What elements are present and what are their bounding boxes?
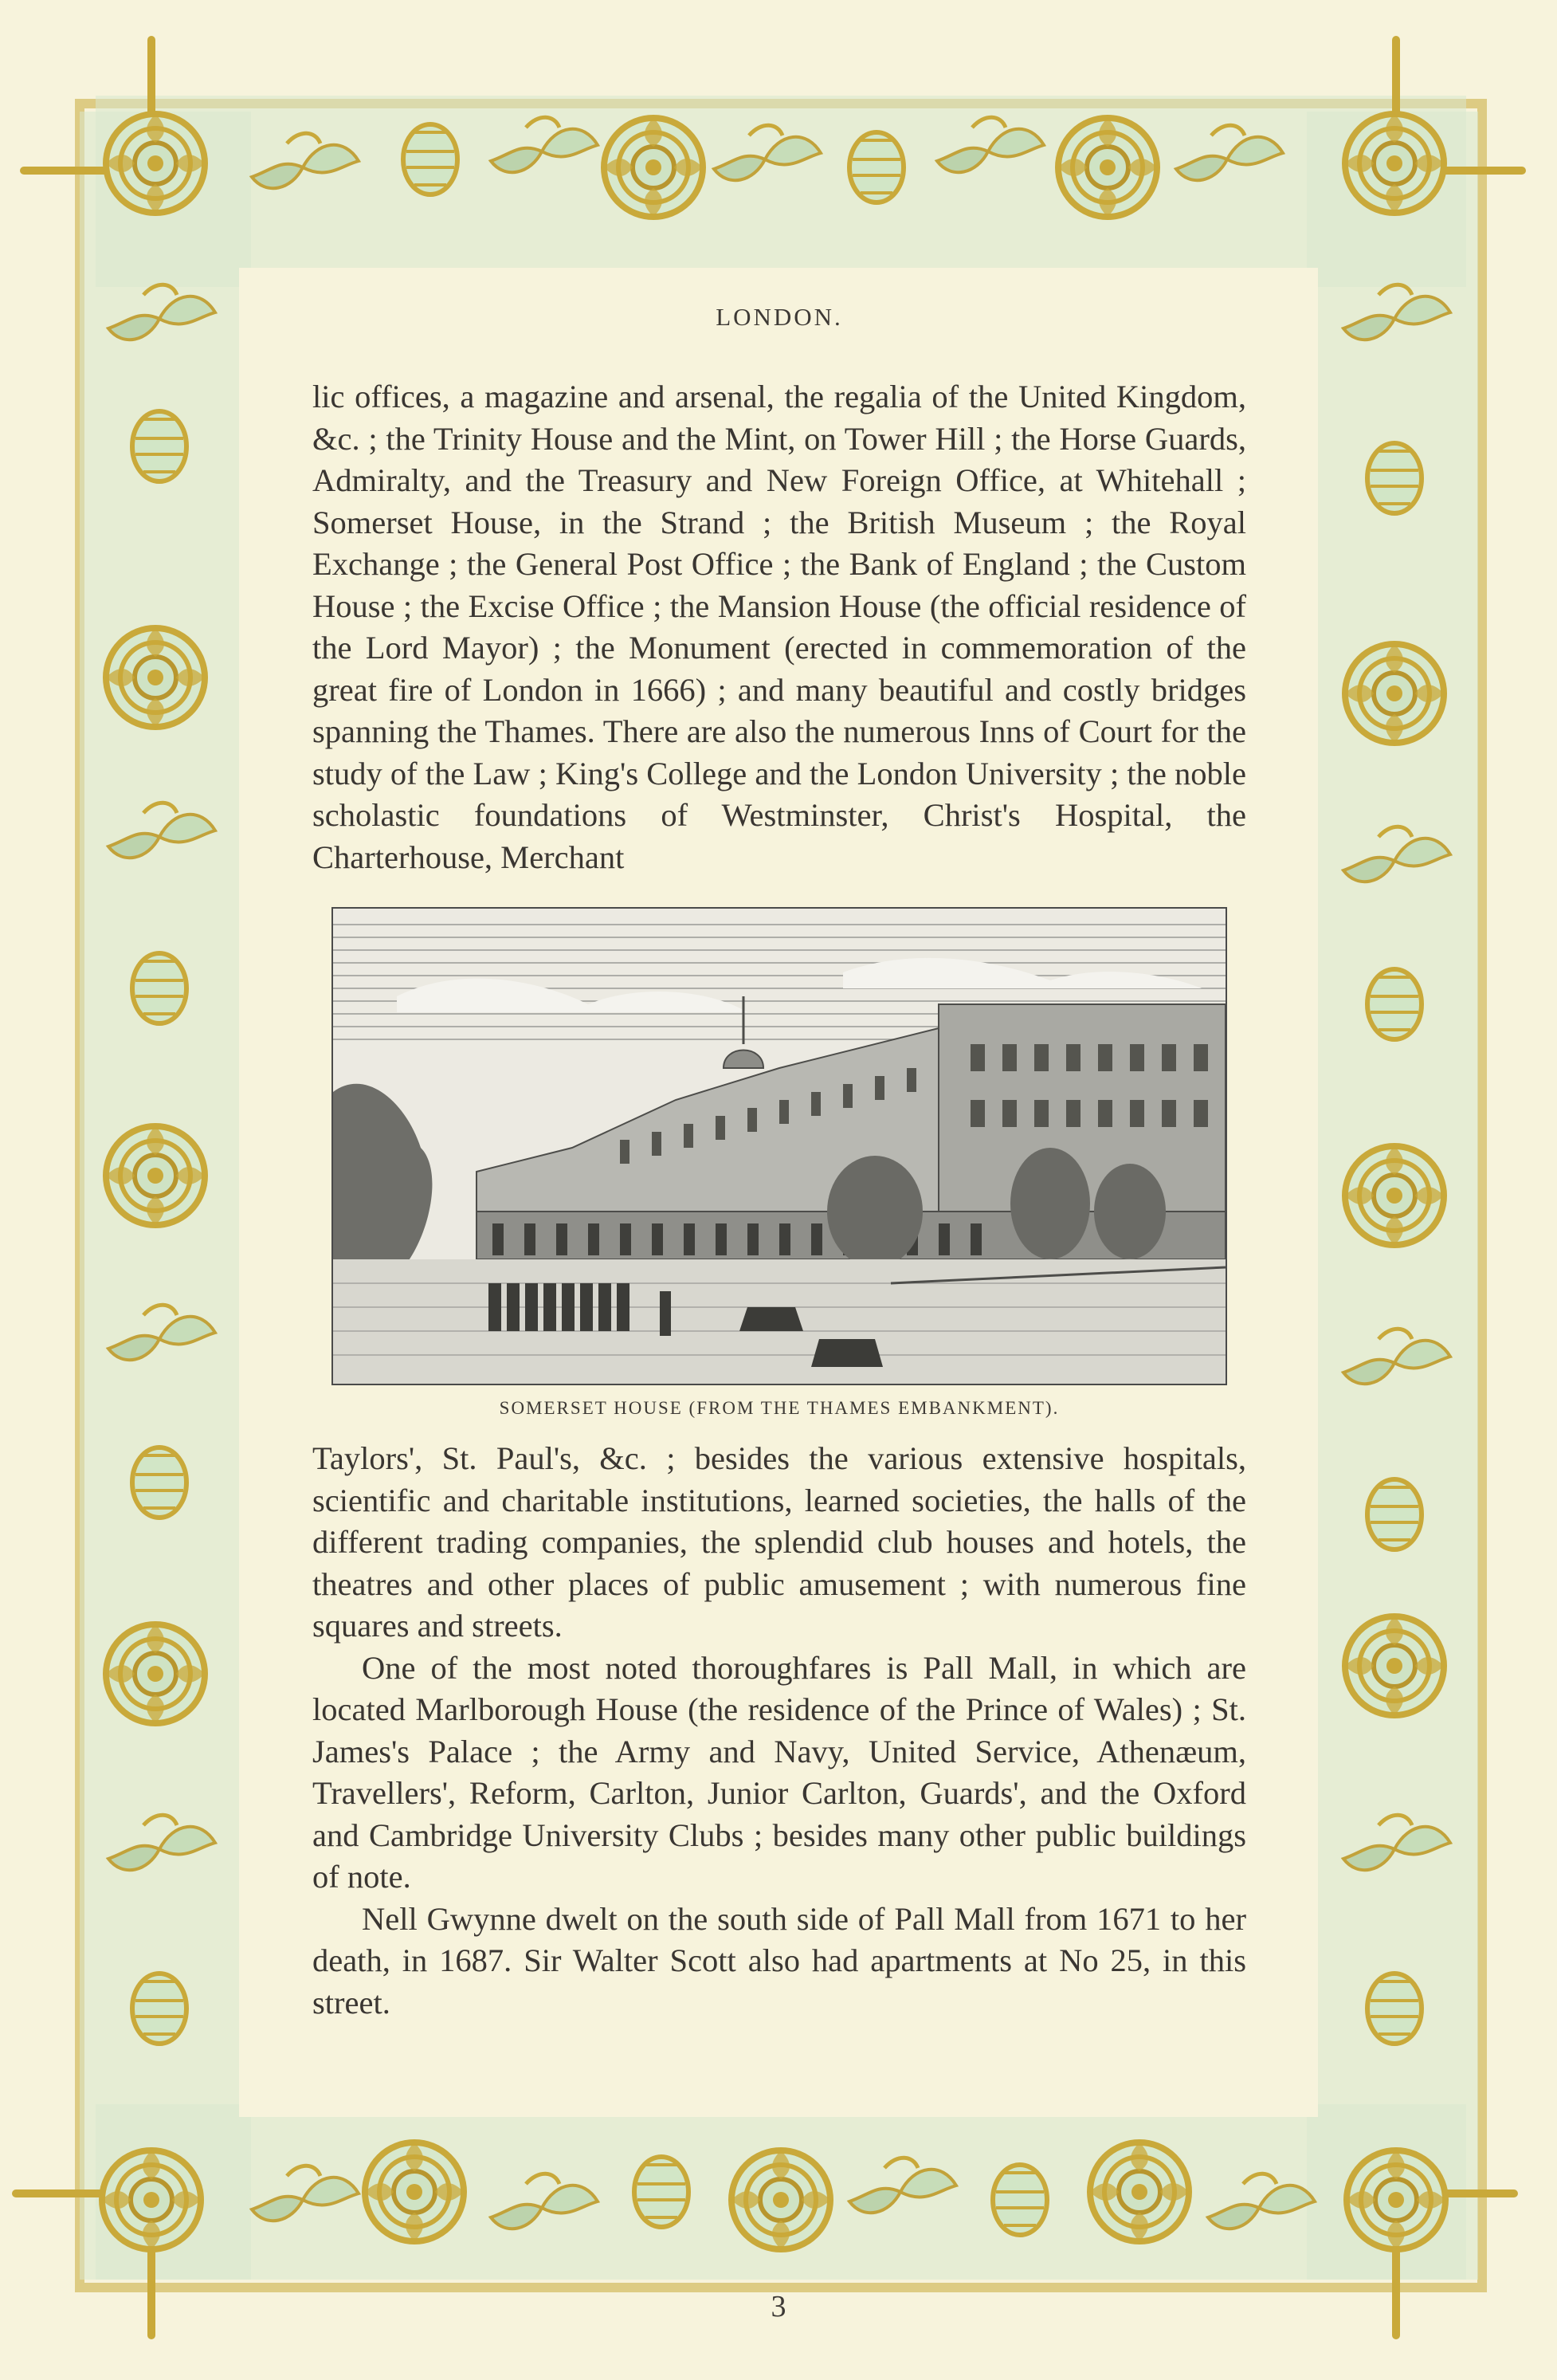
figure-caption: SOMERSET HOUSE (FROM THE THAMES EMBANKMENT). [499, 1398, 1060, 1418]
text-block [312, 303, 1246, 2024]
paragraph: lic offices, a magazine and arsenal, the regalia of the United Kingdom, &c. ; the Trinity House and the Mint, on Tower Hill ; the Horse Guards, Admiralty, and the Treasury and New Foreign Office, at Whitehall ; Somerset House, in the Strand ; the British Museum ; the Royal Exchange ; the General Post Office ; the Bank of England ; the Custom House ; the Excise Office ; the Mansion House (the official residence of the Lord Mayor) ; the Monument (erected in commemoration of the great fire of London in 1666) ; and many beautiful and costly bridges spanning the Thames. There are also the numerous Inns of Court for the study of the Law ; King's College and the London University ; the noble scholastic foundations of Westminster, Christ's Hospital, the Charterhouse, Merchant [312, 379, 1246, 875]
paragraph: Nell Gwynne dwelt on the south side of Pall Mall from 1671 to her death, in 1687. Sir Walter Scott also had apartments at No 25, in this street. [312, 1900, 1246, 2021]
running-head: LONDON. [716, 303, 843, 331]
paragraph: One of the most noted thoroughfares is Pall Mall, in which are located Marlborough House (the residence of the Prince of Wales) ; St. James's Palace ; the Army and Navy, United Service, Athenæum, Travellers', Reform, Carlton, Junior Carlton, Guards', and the Oxford and Cambridge University Clubs ; besides many other public buildings of note. [312, 1649, 1246, 1895]
page-number: 3 [771, 2290, 786, 2323]
figure [312, 907, 1246, 1419]
somerset-house-engraving [331, 907, 1227, 1385]
paragraph: Taylors', St. Paul's, &c. ; besides the various extensive hospitals, scientific and charitable institutions, learned societies, the halls of the different trading companies, the splendid club houses and hotels, the theatres and other places of public amusement ; with numerous fine squares and streets. [312, 1440, 1246, 1644]
